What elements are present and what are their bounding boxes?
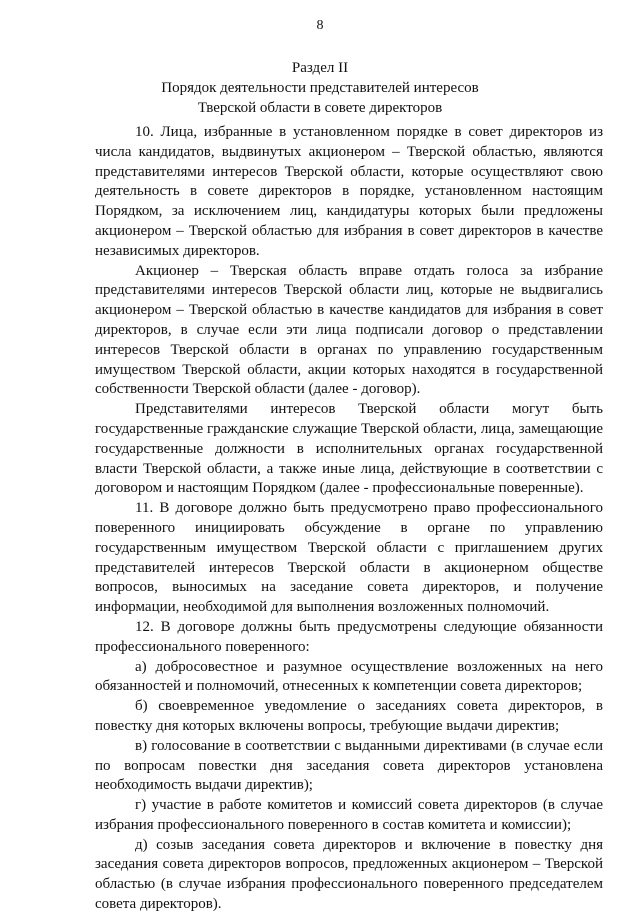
- list-item-b: б) своевременное уведомление о заседаниях совета директоров, в повестку дня которых включены вопросы, требующие выдачи директив;: [95, 698, 603, 734]
- paragraph-12: 12. В договоре должны быть предусмотрены следующие обязанности профессионального поверенного:: [95, 618, 603, 655]
- paragraph-shareholder-voting: Акционер – Тверская область вправе отдать голоса за избрание представителями интересов Тверской области лиц, которые не выдвигались акционером – Тверской областью в качестве кандидатов для избрания в совет директоров, в случае если эти лица подписали договор о представлении интересов Тверской области в органах по управлению государственным имуществом Тверской области, акции которых находятся в государственной собственности Тверской области (далее - договор).: [95, 262, 603, 398]
- paragraph-representatives: Представителями интересов Тверской области могут быть государственные гражданские служащие Тверской области, лица, замещающие государственные должности в исполнительных органах государственной власти Тверской области, а также иные лица, действующие в соответствии с договором и настоящим Порядком (далее - профессиональные поверенные).: [95, 401, 603, 497]
- list-item-v: в) голосование в соответствии с выданными директивами (в случае если по вопросам повестки дня заседания совета директоров установлена необходимость выдачи директив);: [95, 737, 603, 794]
- section-heading: [0, 58, 640, 118]
- page-number: 8: [316, 18, 324, 33]
- list-item-d: д) созыв заседания совета директоров и включение в повестку дня заседания совета директоров вопросов, предложенных акционером – Тверской областью (в случае избрания профессионального поверенного председателем совета директоров).: [95, 836, 603, 913]
- list-item-a: а) добросовестное и разумное осуществление возложенных на него обязанностей и полномочий, отнесенных к компетенции совета директоров;: [95, 658, 603, 695]
- paragraph-10: 10. Лица, избранные в установленном порядке в совет директоров из числа кандидатов, выдвинутых акционером – Тверской областью, являются представителями интересов Тверской области, которые осуществляют свою деятельность в совете директоров в порядке, установленном настоящим Порядком, за исключением лиц, кандидатуры которых были предложены акционером – Тверской областью для избрания в совет директоров в качестве независимых директоров.: [95, 124, 603, 259]
- section-subtitle-line-1: Порядок деятельности представителей интересов: [161, 80, 479, 96]
- list-item-g: г) участие в работе комитетов и комиссий совета директоров (в случае избрания профессионального поверенного в состав комитета и комиссии);: [95, 797, 603, 833]
- section-title: Раздел II: [291, 60, 349, 76]
- document-body: [95, 123, 603, 915]
- section-subtitle-line-2: Тверской области в совете директоров: [197, 100, 443, 116]
- paragraph-11: 11. В договоре должно быть предусмотрено право профессионального поверенного инициировать обсуждение в органе по управлению государственным имуществом Тверской области с приглашением других представителей интересов Тверской области в акционерном обществе вопросов, выносимых на заседание совета директоров, и получение информации, необходимой для выполнения возложенных полномочий.: [95, 500, 603, 616]
